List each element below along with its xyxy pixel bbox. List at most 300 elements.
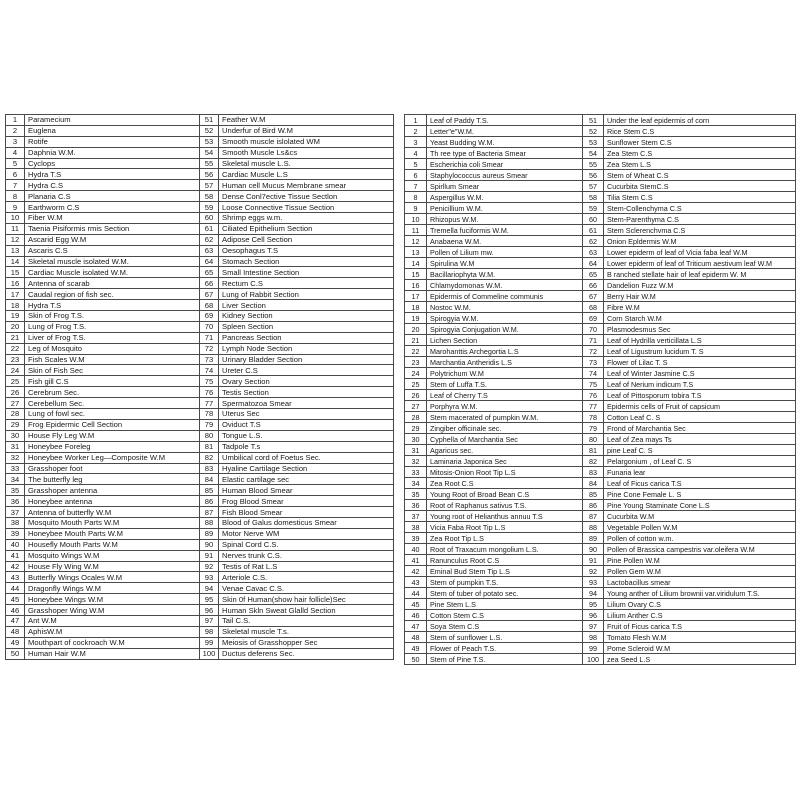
number-right: 61: [200, 223, 219, 234]
number-right: 56: [583, 170, 604, 181]
specimen-right: Human Skln Sweat Glalld Section: [219, 605, 394, 616]
table-row: [405, 247, 796, 258]
table-row: [6, 398, 394, 409]
number-right: 79: [583, 423, 604, 434]
specimen-right: Frog Blood Smear: [219, 496, 394, 507]
table-row: [405, 225, 796, 236]
specimen-right: Skeletal muscle L.S.: [219, 158, 394, 169]
number-left: 45: [6, 594, 25, 605]
specimen-right: Lower epiderm of leaf of Triticum aestivum leaf W.M: [604, 258, 796, 269]
specimen-left: Mouthpart of cockroach W.M: [25, 637, 200, 648]
specimen-left: Young root of Helianthus annuu T.S: [427, 511, 583, 522]
specimen-right: Ureter C.S: [219, 365, 394, 376]
specimen-right: Stem-Parenthyma C.S: [604, 214, 796, 225]
number-left: 41: [405, 555, 427, 566]
number-left: 36: [405, 500, 427, 511]
table-row: [6, 419, 394, 430]
table-row: [6, 267, 394, 278]
specimen-left: Spirogyia Conjugation W.M.: [427, 324, 583, 335]
specimen-left: House Fly Leg W.M: [25, 430, 200, 441]
specimen-right: Frond of Marchantia Sec: [604, 423, 796, 434]
specimen-right: Liver Section: [219, 300, 394, 311]
specimen-left: Fish Scales W.M: [25, 354, 200, 365]
number-left: 34: [405, 478, 427, 489]
number-left: 20: [405, 324, 427, 335]
specimen-left: Cotton Stem C.S: [427, 610, 583, 621]
specimen-left: Leg of Mosquito: [25, 343, 200, 354]
number-left: 11: [6, 223, 25, 234]
number-left: 3: [405, 137, 427, 148]
table-row: [405, 434, 796, 445]
table-row: [405, 423, 796, 434]
number-right: 66: [200, 278, 219, 289]
specimen-right: Lilium Anther C.S: [604, 610, 796, 621]
number-right: 60: [583, 214, 604, 225]
specimen-right: Spermatozoa Smear: [219, 398, 394, 409]
specimen-right: Berry Hair W.M: [604, 291, 796, 302]
specimen-right: Sunflower Stem C.S: [604, 137, 796, 148]
table-row: [6, 202, 394, 213]
number-left: 23: [405, 357, 427, 368]
specimen-right: Hyaline Cartilage Section: [219, 463, 394, 474]
specimen-right: Stem Sclerenchvma C.S: [604, 225, 796, 236]
table-row: [405, 148, 796, 159]
number-right: 65: [200, 267, 219, 278]
number-left: 19: [405, 313, 427, 324]
number-right: 71: [583, 335, 604, 346]
specimen-left: Fish gill C.S: [25, 376, 200, 387]
number-right: 81: [200, 441, 219, 452]
number-left: 8: [6, 191, 25, 202]
table-row: [6, 115, 394, 126]
number-left: 38: [405, 522, 427, 533]
number-left: 40: [405, 544, 427, 555]
table-row: [405, 357, 796, 368]
specimen-left: Honeybee Mouth Parts W.M: [25, 528, 200, 539]
specimen-left: Skeletal muscle isolated W.M.: [25, 256, 200, 267]
specimen-left: Porphyra W.M.: [427, 401, 583, 412]
specimen-right: Pine Cone Female L. S: [604, 489, 796, 500]
specimen-right: Plasmodesmus Sec: [604, 324, 796, 335]
specimen-left: Caudal region of fish sec.: [25, 289, 200, 300]
specimen-left: Euglena: [25, 125, 200, 136]
number-right: 52: [200, 125, 219, 136]
number-right: 88: [200, 517, 219, 528]
specimen-left: Th ree type of Bacteria Smear: [427, 148, 583, 159]
table-row: [405, 478, 796, 489]
table-row: [405, 643, 796, 654]
table-row: [6, 234, 394, 245]
number-right: 89: [583, 533, 604, 544]
specimen-right: Fish Blood Smear: [219, 507, 394, 518]
table-row: [6, 441, 394, 452]
number-right: 68: [200, 300, 219, 311]
specimen-left: Flower of Peach T.S.: [427, 643, 583, 654]
number-right: 70: [200, 321, 219, 332]
specimen-right: Testis Section: [219, 387, 394, 398]
specimen-right: Testis of Rat L.S: [219, 561, 394, 572]
specimen-left: House Fly Wing W.M: [25, 561, 200, 572]
slide-list-table-left: [5, 114, 394, 660]
number-right: 100: [583, 654, 604, 665]
specimen-left: Nostoc W.M.: [427, 302, 583, 313]
specimen-left: Epidermis of Commeline communis: [427, 291, 583, 302]
number-right: 59: [200, 202, 219, 213]
number-right: 56: [200, 169, 219, 180]
specimen-right: Zea Stem L.S: [604, 159, 796, 170]
number-right: 64: [200, 256, 219, 267]
table-row: [6, 452, 394, 463]
table-row: [6, 463, 394, 474]
number-right: 92: [583, 566, 604, 577]
number-left: 41: [6, 550, 25, 561]
specimen-right: Leaf of Ficus carica T.S: [604, 478, 796, 489]
number-right: 54: [200, 147, 219, 158]
specimen-left: Antenna of scarab: [25, 278, 200, 289]
specimen-right: Motor Nerve WM: [219, 528, 394, 539]
number-left: 26: [6, 387, 25, 398]
specimen-left: Spirllum Smear: [427, 181, 583, 192]
number-left: 32: [405, 456, 427, 467]
specimen-left: Staphylococcus aureus Smear: [427, 170, 583, 181]
specimen-left: Anabaena W.M.: [427, 236, 583, 247]
specimen-left: Penicillium W.M.: [427, 203, 583, 214]
number-left: 13: [6, 245, 25, 256]
specimen-right: Pelargonium , of Leaf C. S: [604, 456, 796, 467]
specimen-right: Flower of Lilac T. S: [604, 357, 796, 368]
number-left: 15: [405, 269, 427, 280]
specimen-left: Mosquito Wings W.M: [25, 550, 200, 561]
number-left: 44: [405, 588, 427, 599]
specimen-left: Honeybee Wings W.M: [25, 594, 200, 605]
specimen-right: Tilia Stem C.S: [604, 192, 796, 203]
specimen-left: Spirogyia W.M.: [427, 313, 583, 324]
number-left: 21: [6, 332, 25, 343]
number-left: 49: [6, 637, 25, 648]
specimen-right: Small Intestine Section: [219, 267, 394, 278]
number-right: 54: [583, 148, 604, 159]
table-row: [6, 311, 394, 322]
table-row: [6, 147, 394, 158]
specimen-right: Stomach Section: [219, 256, 394, 267]
specimen-left: Ranunculus Root C.S: [427, 555, 583, 566]
number-right: 99: [583, 643, 604, 654]
specimen-right: Funaria lear: [604, 467, 796, 478]
table-row: [405, 214, 796, 225]
specimen-left: Honeybee Foreleg: [25, 441, 200, 452]
table-row: [405, 445, 796, 456]
specimen-left: Chlamydomonas W.M.: [427, 280, 583, 291]
number-left: 42: [6, 561, 25, 572]
specimen-right: Ductus deferens Sec.: [219, 648, 394, 659]
number-right: 76: [200, 387, 219, 398]
specimen-right: Oviduct T.S: [219, 419, 394, 430]
specimen-right: Lung of Rabbit Section: [219, 289, 394, 300]
table-row: [405, 577, 796, 588]
number-left: 46: [6, 605, 25, 616]
specimen-right: Oesophagus T.S: [219, 245, 394, 256]
specimen-left: Skin of Fish Sec: [25, 365, 200, 376]
table-row: [6, 539, 394, 550]
table-row: [6, 550, 394, 561]
table-row: [405, 280, 796, 291]
table-row: [405, 379, 796, 390]
number-right: 96: [583, 610, 604, 621]
number-left: 20: [6, 321, 25, 332]
specimen-right: Cucurbita StemC.S: [604, 181, 796, 192]
specimen-left: Stem of Pine T.S.: [427, 654, 583, 665]
specimen-right: Epidermis cells of Fruit of capsicum: [604, 401, 796, 412]
number-left: 38: [6, 517, 25, 528]
specimen-left: Leaf of Paddy T.S.: [427, 115, 583, 126]
table-row: [405, 412, 796, 423]
specimen-right: Dandelion Fuzz W.M: [604, 280, 796, 291]
number-right: 89: [200, 528, 219, 539]
specimen-left: Paramecium: [25, 115, 200, 126]
specimen-left: Cardiac Muscle isolated W.M.: [25, 267, 200, 278]
specimen-right: Smooth muscle islolated WM: [219, 136, 394, 147]
table-row: [6, 594, 394, 605]
specimen-left: Liver of Frog T.S.: [25, 332, 200, 343]
specimen-left: Taenia Pisiformis rmis Section: [25, 223, 200, 234]
number-right: 80: [200, 430, 219, 441]
specimen-right: Cotton Leaf C. S: [604, 412, 796, 423]
table-row: [6, 376, 394, 387]
number-left: 33: [405, 467, 427, 478]
number-left: 35: [6, 485, 25, 496]
table-row: [6, 474, 394, 485]
table-row: [405, 566, 796, 577]
number-left: 31: [6, 441, 25, 452]
number-right: 55: [583, 159, 604, 170]
number-left: 1: [6, 115, 25, 126]
specimen-left: Ascarid Egg W.M: [25, 234, 200, 245]
number-right: 100: [200, 648, 219, 659]
specimen-left: Laminaria Japonica Sec: [427, 456, 583, 467]
number-left: 28: [6, 409, 25, 420]
specimen-left: Ant W.M: [25, 615, 200, 626]
number-right: 90: [583, 544, 604, 555]
specimen-left: Honeybee antenna: [25, 496, 200, 507]
table-row: [6, 637, 394, 648]
specimen-right: Leaf of Nerium indicum T.S: [604, 379, 796, 390]
number-right: 84: [583, 478, 604, 489]
specimen-left: Lung of fowl sec.: [25, 409, 200, 420]
specimen-left: Grasshoper Wing W.M: [25, 605, 200, 616]
number-left: 47: [405, 621, 427, 632]
specimen-right: Loose Connective Tissue Section: [219, 202, 394, 213]
specimen-left: Agaricus sec.: [427, 445, 583, 456]
specimen-left: Leaf of Cherry T.S: [427, 390, 583, 401]
specimen-left: Stem of tuber of potato sec.: [427, 588, 583, 599]
number-right: 80: [583, 434, 604, 445]
number-left: 2: [405, 126, 427, 137]
table-row: [6, 387, 394, 398]
number-right: 75: [583, 379, 604, 390]
table-row: [6, 300, 394, 311]
specimen-right: Cardiac Muscle L.S: [219, 169, 394, 180]
number-left: 16: [6, 278, 25, 289]
specimen-right: Venae Cavac C.S.: [219, 583, 394, 594]
specimen-right: Stem-Collenchyma C.S: [604, 203, 796, 214]
number-left: 7: [405, 181, 427, 192]
number-left: 50: [6, 648, 25, 659]
number-right: 67: [200, 289, 219, 300]
number-right: 85: [200, 485, 219, 496]
number-left: 3: [6, 136, 25, 147]
specimen-right: Leaf of Pittosporum tobira T.S: [604, 390, 796, 401]
number-right: 94: [200, 583, 219, 594]
specimen-left: Marohanttis Archegortia L.S: [427, 346, 583, 357]
specimen-left: Fiber W.M: [25, 213, 200, 224]
number-right: 87: [583, 511, 604, 522]
number-right: 51: [200, 115, 219, 126]
number-left: 25: [405, 379, 427, 390]
number-left: 11: [405, 225, 427, 236]
number-right: 98: [583, 632, 604, 643]
number-left: 35: [405, 489, 427, 500]
specimen-right: Uterus Sec: [219, 409, 394, 420]
table-row: [405, 115, 796, 126]
number-left: 15: [6, 267, 25, 278]
specimen-left: Skin of Frog T.S.: [25, 311, 200, 322]
specimen-left: Bacillariophyta W.M.: [427, 269, 583, 280]
specimen-left: Dragonfly Wings W.M: [25, 583, 200, 594]
specimen-left: Honeybee Worker Leg—Composite W.M: [25, 452, 200, 463]
table-row: [405, 610, 796, 621]
number-left: 23: [6, 354, 25, 365]
number-left: 10: [405, 214, 427, 225]
specimen-right: Fibre W.M: [604, 302, 796, 313]
number-right: 81: [583, 445, 604, 456]
number-left: 37: [6, 507, 25, 518]
table-row: [405, 269, 796, 280]
table-row: [6, 365, 394, 376]
number-left: 18: [6, 300, 25, 311]
number-right: 73: [200, 354, 219, 365]
specimen-right: Onion Epldermis W.M: [604, 236, 796, 247]
specimen-left: Pine Stem L.S: [427, 599, 583, 610]
number-right: 58: [583, 192, 604, 203]
specimen-right: B ranched stellate hair of leaf epiderm W. M: [604, 269, 796, 280]
table-row: [405, 456, 796, 467]
specimen-left: Lichen Section: [427, 335, 583, 346]
specimen-right: Rectum C.S: [219, 278, 394, 289]
number-right: 69: [200, 311, 219, 322]
specimen-left: Hydra C.S: [25, 180, 200, 191]
specimen-left: Zea Root C.S: [427, 478, 583, 489]
number-left: 8: [405, 192, 427, 203]
number-left: 48: [405, 632, 427, 643]
number-left: 42: [405, 566, 427, 577]
specimen-left: Yeast Budding W.M.: [427, 137, 583, 148]
table-row: [405, 390, 796, 401]
number-right: 71: [200, 332, 219, 343]
specimen-left: Mitosis-Onion Root Tip L.S: [427, 467, 583, 478]
number-right: 58: [200, 191, 219, 202]
number-right: 74: [200, 365, 219, 376]
specimen-right: Feather W.M: [219, 115, 394, 126]
specimen-right: Lower epiderm of leaf of Vicia faba leaf W.M: [604, 247, 796, 258]
specimen-right: Adipose Cell Section: [219, 234, 394, 245]
number-right: 93: [583, 577, 604, 588]
number-left: 5: [405, 159, 427, 170]
number-right: 68: [583, 302, 604, 313]
specimen-left: Cerebrum Sec.: [25, 387, 200, 398]
number-left: 39: [405, 533, 427, 544]
table-row: [405, 346, 796, 357]
specimen-left: Earthworm C.S: [25, 202, 200, 213]
number-right: 51: [583, 115, 604, 126]
number-right: 85: [583, 489, 604, 500]
table-row: [405, 522, 796, 533]
specimen-left: Spirulina W.M: [427, 258, 583, 269]
number-right: 55: [200, 158, 219, 169]
table-row: [6, 343, 394, 354]
table-row: [405, 368, 796, 379]
specimen-left: Ascaris C.S: [25, 245, 200, 256]
table-row: [405, 467, 796, 478]
number-right: 57: [200, 180, 219, 191]
number-left: 31: [405, 445, 427, 456]
number-left: 19: [6, 311, 25, 322]
number-left: 14: [6, 256, 25, 267]
specimen-left: Marchantia Antheridis L.S: [427, 357, 583, 368]
specimen-left: Root of Traxacum mongolium L.S.: [427, 544, 583, 555]
number-right: 99: [200, 637, 219, 648]
specimen-right: Tail C.S.: [219, 615, 394, 626]
specimen-right: Leaf of Zea mays Ts: [604, 434, 796, 445]
specimen-left: Daphnia W.M.: [25, 147, 200, 158]
table-row: [6, 605, 394, 616]
number-right: 77: [583, 401, 604, 412]
specimen-right: Rice Stem C.S: [604, 126, 796, 137]
number-left: 30: [6, 430, 25, 441]
specimen-right: pine Leaf C. S: [604, 445, 796, 456]
specimen-left: Grasshoper antenna: [25, 485, 200, 496]
specimen-right: Lactobacillus smear: [604, 577, 796, 588]
number-left: 2: [6, 125, 25, 136]
number-left: 30: [405, 434, 427, 445]
specimen-right: Dense Conl7ective Tissue Sectlon: [219, 191, 394, 202]
specimen-right: Shrimp eggs w.m.: [219, 213, 394, 224]
table-row: [6, 191, 394, 202]
number-left: 4: [6, 147, 25, 158]
table-row: [405, 335, 796, 346]
number-left: 17: [405, 291, 427, 302]
specimen-left: Housefly Mouth Parts W.M: [25, 539, 200, 550]
table-row: [6, 583, 394, 594]
number-left: 5: [6, 158, 25, 169]
slide-list-table-right: [404, 114, 796, 665]
number-left: 17: [6, 289, 25, 300]
specimen-right: Umbilical cord of Foetus Sec.: [219, 452, 394, 463]
number-right: 86: [200, 496, 219, 507]
table-row: [6, 626, 394, 637]
table-row: [405, 192, 796, 203]
specimen-right: Tongue L.S.: [219, 430, 394, 441]
number-right: 98: [200, 626, 219, 637]
number-left: 16: [405, 280, 427, 291]
table-row: [6, 354, 394, 365]
number-right: 90: [200, 539, 219, 550]
number-right: 92: [200, 561, 219, 572]
number-right: 64: [583, 258, 604, 269]
specimen-right: Pollen of cotton w.m.: [604, 533, 796, 544]
specimen-right: Skeletal muscle T.s.: [219, 626, 394, 637]
specimen-left: Eminal Bud Stem Tip L.S: [427, 566, 583, 577]
number-left: 12: [6, 234, 25, 245]
